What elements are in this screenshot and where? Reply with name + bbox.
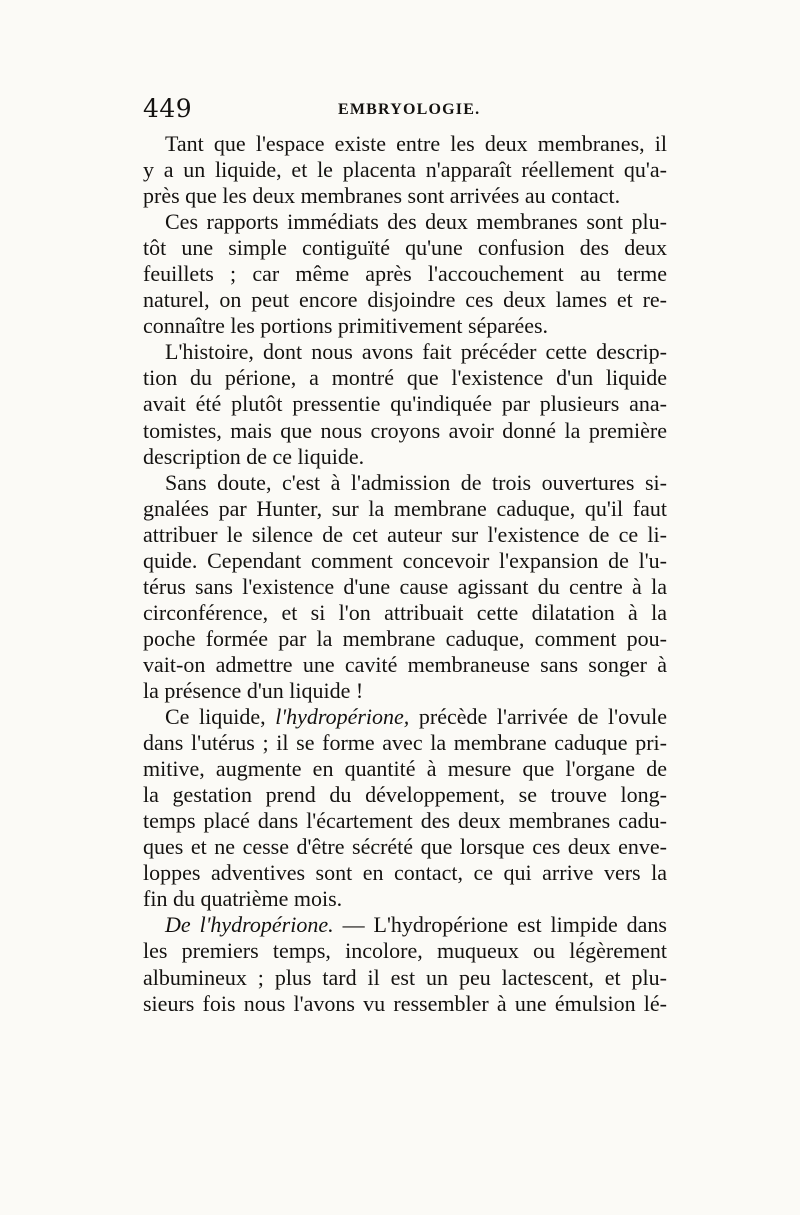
text-line: Tant que l'espace existe entre les deux membranes, il (165, 131, 667, 156)
text-line: tomistes, mais que nous croyons avoir donné la première (143, 417, 667, 443)
text-line: albumineux ; plus tard il est un peu lactescent, et plu- (143, 964, 667, 990)
text-line: Sans doute, c'est à l'admission de trois ouvertures si- (165, 469, 667, 495)
text-line: naturel, on peut encore disjoindre ces deux lames et re- (143, 287, 667, 313)
text-line: térus sans l'existence d'une cause agissant du centre à la (143, 573, 667, 599)
text-line: vait-on admettre une cavité membraneuse sans songer à (143, 651, 667, 677)
text-line: dans l'utérus ; il se forme avec la membrane caduque pri- (143, 730, 667, 756)
text-line: feuillets ; car même après l'accouchement au terme (143, 261, 667, 287)
page-header (143, 94, 665, 124)
text-line (143, 912, 667, 938)
text-line: gnalées par Hunter, sur la membrane caduque, qu'il faut (143, 495, 667, 521)
text-line: Ces rapports immédiats des deux membranes sont plu- (165, 209, 667, 235)
text-segment: précède l'arrivée de l'ovule (409, 704, 667, 730)
text-line: les premiers temps, incolore, muqueux ou légèrement (143, 938, 667, 964)
text-line: L'histoire, dont nous avons fait précéder cette descrip- (165, 339, 667, 365)
text-line: quide. Cependant comment concevoir l'expansion de l'u- (143, 547, 667, 573)
text-line: poche formée par la membrane caduque, comment pou- (143, 625, 667, 651)
text-line: temps placé dans l'écartement des deux membranes cadu- (143, 808, 667, 834)
text-line: circonférence, et si l'on attribuait cette dilatation à la (143, 599, 667, 625)
text-line: y a un liquide, et le placenta n'apparaît réellement qu'a- (143, 157, 667, 183)
text-line: mitive, augmente en quantité à mesure que l'organe de (143, 756, 667, 782)
text-line: loppes adventives sont en contact, ce qui arrive vers la (143, 860, 667, 886)
text-segment: — L'hydropérione est limpide dans (333, 912, 667, 938)
text-line: connaître les portions primitivement séparées. (143, 313, 549, 339)
text-line (143, 704, 667, 730)
running-head: EMBRYOLOGIE. (338, 101, 481, 118)
text-line: la présence d'un liquide ! (143, 677, 364, 703)
text-line: près que les deux membranes sont arrivées au contact. (143, 183, 621, 209)
text-line: la gestation prend du développement, se trouve long- (143, 782, 667, 808)
text-line: tôt une simple contiguïté qu'une confusion des deux (143, 235, 667, 261)
page-number: 449 (143, 94, 193, 123)
text-segment: Ce liquide, (165, 704, 276, 730)
text-line: attribuer le silence de cet auteur sur l'existence de ce li- (143, 521, 667, 547)
text-line: description de ce liquide. (143, 443, 365, 469)
italic-term: De l'hydropérione. (165, 912, 334, 938)
text-line: tion du périone, a montré que l'existence d'un liquide (143, 365, 667, 391)
text-line: fin du quatrième mois. (143, 886, 343, 912)
body-text (143, 131, 667, 1017)
text-line: sieurs fois nous l'avons vu ressembler à une émulsion lé- (143, 990, 667, 1016)
text-line: ques et ne cesse d'être sécrété que lorsque ces deux enve- (143, 834, 667, 860)
text-line: avait été plutôt pressentie qu'indiquée par plusieurs ana- (143, 391, 667, 417)
italic-term: l'hydropérione, (275, 704, 410, 730)
